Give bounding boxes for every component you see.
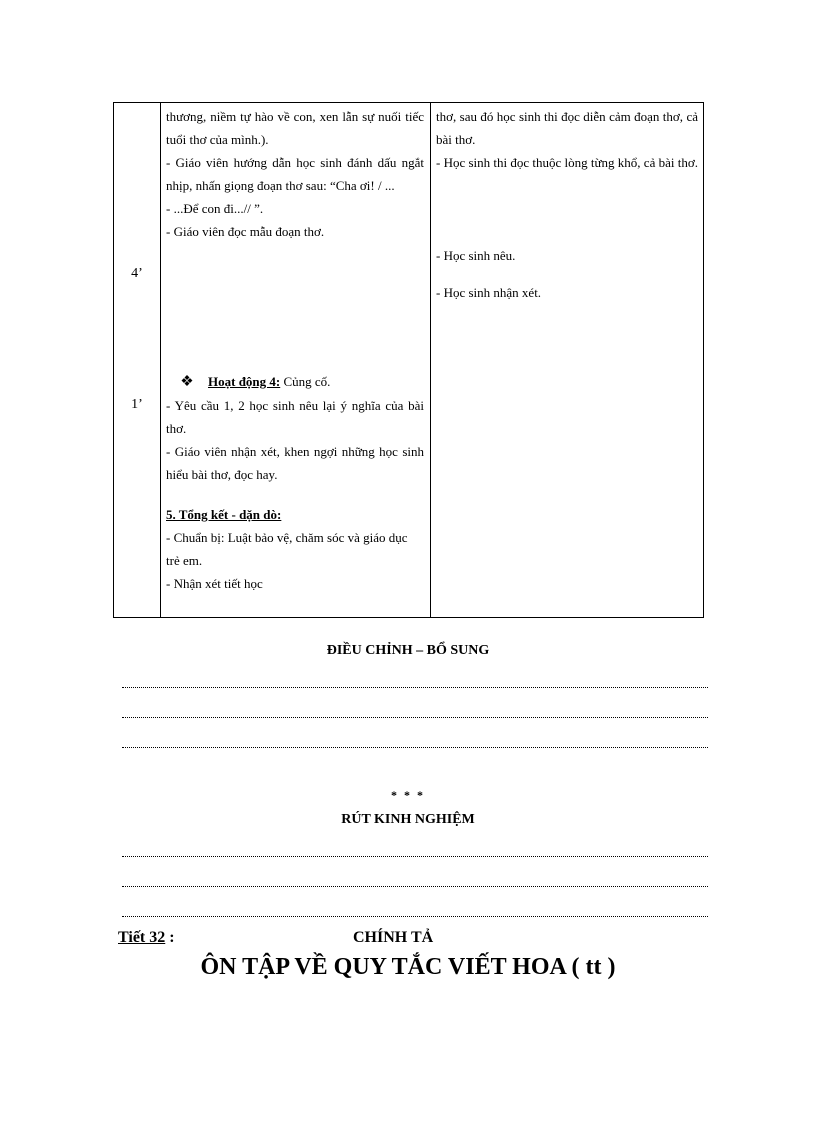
teacher-line: - Giáo viên nhận xét, khen ngợi những học sinh hiểu bài thơ, đọc hay. (166, 444, 424, 482)
teacher-line: thương, niềm tự hào về con, xen lẫn sự nuối tiếc tuổi thơ của mình.). (166, 109, 424, 147)
lesson-label: Tiết 32 (118, 929, 166, 946)
activity-subtitle: Củng cố. (280, 374, 331, 389)
summary-title: 5. Tổng kết - dặn dò: (166, 507, 282, 522)
summary-heading (166, 503, 424, 526)
lesson-colon: : (165, 929, 175, 946)
adjust-heading: ĐIỀU CHỈNH – BỔ SUNG (326, 643, 490, 658)
column-divider-time (160, 103, 161, 617)
lesson-number (118, 929, 175, 947)
student-line: - Học sinh nêu. (436, 248, 516, 263)
lesson-table (113, 102, 704, 618)
subject-title: CHÍNH TẢ (353, 929, 434, 946)
teacher-line: - Chuẩn bị: Luật bảo vệ, chăm sóc và giáo dục trẻ em. (166, 530, 408, 568)
dotted-line (122, 916, 708, 917)
dotted-line (122, 687, 708, 688)
teacher-activities (166, 105, 424, 595)
activity-heading (166, 370, 424, 394)
time-cell: 1’ (131, 397, 143, 412)
student-activities (436, 105, 698, 304)
student-line: thơ, sau đó học sinh thi đọc diễn cảm đoạn thơ, cả bài thơ. (436, 109, 698, 147)
separator-stars: * * * (391, 788, 425, 802)
dotted-line (122, 886, 708, 887)
teacher-line: - ...Để con đi...// ”. (166, 201, 264, 216)
diamond-bullet-icon: ❖ (180, 374, 194, 390)
experience-heading: RÚT KINH NGHIỆM (341, 812, 475, 827)
student-line: - Học sinh thi đọc thuộc lòng từng khổ, cả bài thơ. (436, 155, 698, 170)
lesson-title: ÔN TẬP VỀ QUY TẮC VIẾT HOA ( tt ) (200, 954, 616, 980)
teacher-line: - Giáo viên hướng dẫn học sinh đánh dấu ngắt nhịp, nhấn giọng đoạn thơ sau: “Cha ơi! / ... (166, 155, 424, 193)
dotted-line (122, 747, 708, 748)
activity-title: Hoạt động 4: (208, 374, 281, 389)
dotted-line (122, 717, 708, 718)
dotted-line (122, 856, 708, 857)
student-line: - Học sinh nhận xét. (436, 285, 542, 300)
column-divider-student (430, 103, 431, 617)
teacher-line: - Yêu cầu 1, 2 học sinh nêu lại ý nghĩa của bài thơ. (166, 398, 424, 436)
teacher-line: - Nhận xét tiết học (166, 576, 263, 591)
time-cell: 4’ (131, 266, 143, 281)
teacher-line: - Giáo viên đọc mẫu đoạn thơ. (166, 224, 325, 239)
